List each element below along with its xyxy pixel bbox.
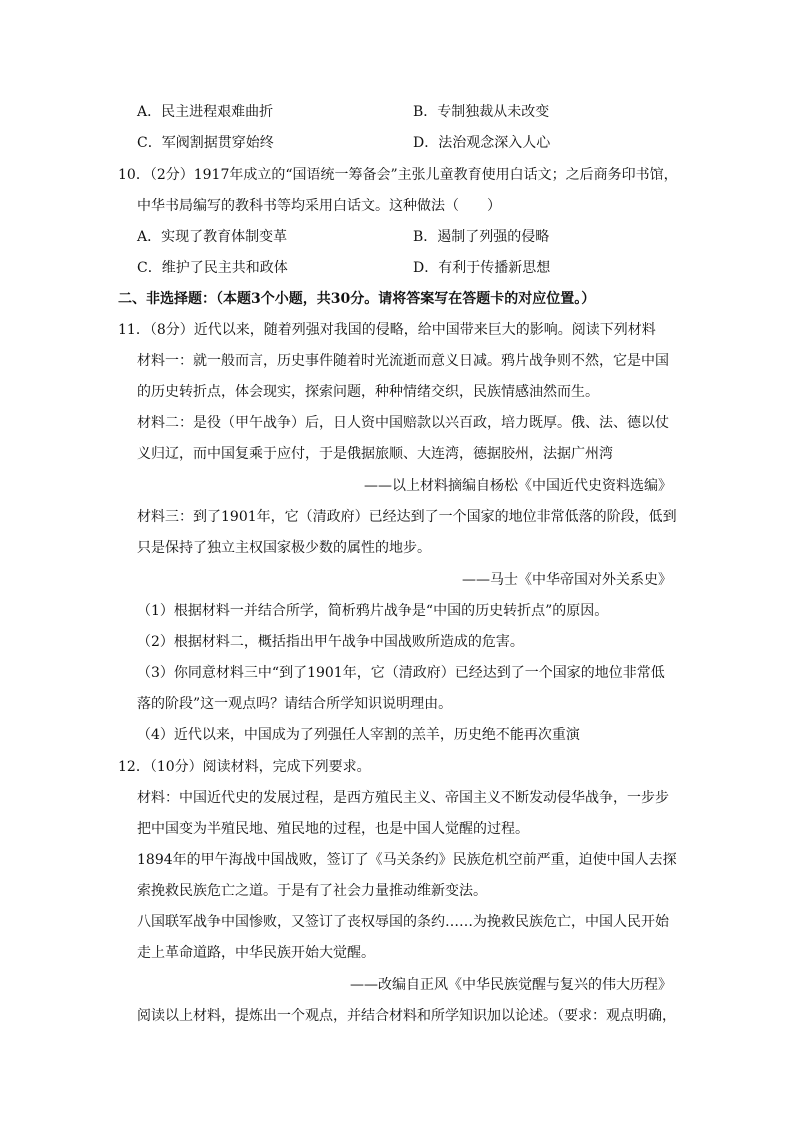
q11-material3-line1: 材料三：到了1901年，它（清政府）已经达到了一个国家的地位非常低落的阶段，低到: [137, 509, 677, 525]
q11-source1: ——以上材料摘编自杨松《中国近代史资料选编》: [364, 478, 672, 494]
q12-material-line2: 把中国变为半殖民地、殖民地的过程，也是中国人觉醒的过程。: [137, 821, 529, 837]
q12-para3-line1: 八国联军战争中国惨败，又签订了丧权辱国的条约……为挽救民族危亡，中国人民开始: [137, 914, 669, 930]
q11-material2-line2: 义归辽，而中国复乘于应付，于是俄据旅顺、大连湾，德据胶州，法据广州湾: [137, 446, 613, 462]
q11-stem: 11．（8分）近代以来，随着列强对我国的侵略，给中国带来巨大的影响。阅读下列材料: [118, 322, 656, 338]
q11-sub1: （1）根据材料一并结合所学，简析鸦片战争是“中国的历史转折点”的原因。: [137, 603, 609, 619]
q12-para2-line2: 索挽救民族危亡之道。于是有了社会力量推动维新变法。: [137, 883, 487, 899]
q10-stem-line2: 中华书局编写的教科书等均采用白话文。这种做法（ ）: [137, 198, 501, 214]
q11-material1-line1: 材料一：就一般而言，历史事件随着时光流逝而意义日减。鸦片战争则不然，它是中国: [137, 353, 669, 369]
q11-source2: ——马士《中华帝国对外关系史》: [462, 572, 672, 588]
q12-stem: 12．（10分）阅读材料，完成下列要求。: [118, 759, 371, 775]
q10-option-c: C．维护了民主共和政体: [137, 260, 288, 276]
q11-sub4: （4）近代以来，中国成为了列强任人宰割的羔羊，历史绝不能再次重演: [137, 727, 580, 743]
q10-option-d: D．有利于传播新思想: [413, 260, 551, 276]
q10-option-b: B．遏制了列强的侵略: [413, 229, 550, 245]
q9-option-a: A．民主进程艰难曲折: [137, 104, 274, 120]
q9-option-c: C．军阀割据贯穿始终: [137, 135, 274, 151]
q12-para3-line2: 走上革命道路，中华民族开始大觉醒。: [137, 945, 375, 961]
q11-material2-line1: 材料二：是役（甲午战争）后，日人资中国赔款以兴百政，培力既厚。俄、法、德以仗: [137, 415, 669, 431]
q12-material-line1: 材料：中国近代史的发展过程，是西方殖民主义、帝国主义不断发动侵华战争，一步步: [137, 790, 669, 806]
q11-sub3-line2: 落的阶段”这一观点吗？请结合所学知识说明理由。: [137, 696, 453, 712]
q11-sub2: （2）根据材料二，概括指出甲午战争中国战败所造成的危害。: [137, 634, 524, 650]
q9-option-b: B．专制独裁从未改变: [413, 104, 550, 120]
q10-option-a: A．实现了教育体制变革: [137, 229, 288, 245]
q12-source: ——改编自正风《中华民族觉醒与复兴的伟大历程》: [350, 977, 672, 993]
q9-option-d: D．法治观念深入人心: [413, 135, 551, 151]
q10-stem-line1: 10．（2分）1917年成立的“国语统一筹备会”主张儿童教育使用白话文；之后商务印书馆，: [118, 167, 678, 183]
q11-material3-line2: 只是保持了独立主权国家极少数的属性的地步。: [137, 540, 431, 556]
section-heading: 二、非选择题：（本题3个小题，共30分。请将答案写在答题卡的对应位置。）: [118, 291, 596, 307]
q12-para2-line1: 1894年的甲午海战中国战败，签订了《马关条约》民族危机空前严重，迫使中国人去探: [137, 852, 677, 868]
q11-material1-line2: 的历史转折点，体会现实，探索问题，种种情绪交织，民族情感油然而生。: [137, 384, 599, 400]
q12-task: 阅读以上材料，提炼出一个观点，并结合材料和所学知识加以论述。（要求：观点明确，: [137, 1008, 676, 1024]
q11-sub3-line1: （3）你同意材料三中“到了1901年，它（清政府）已经达到了一个国家的地位非常低: [137, 665, 665, 681]
